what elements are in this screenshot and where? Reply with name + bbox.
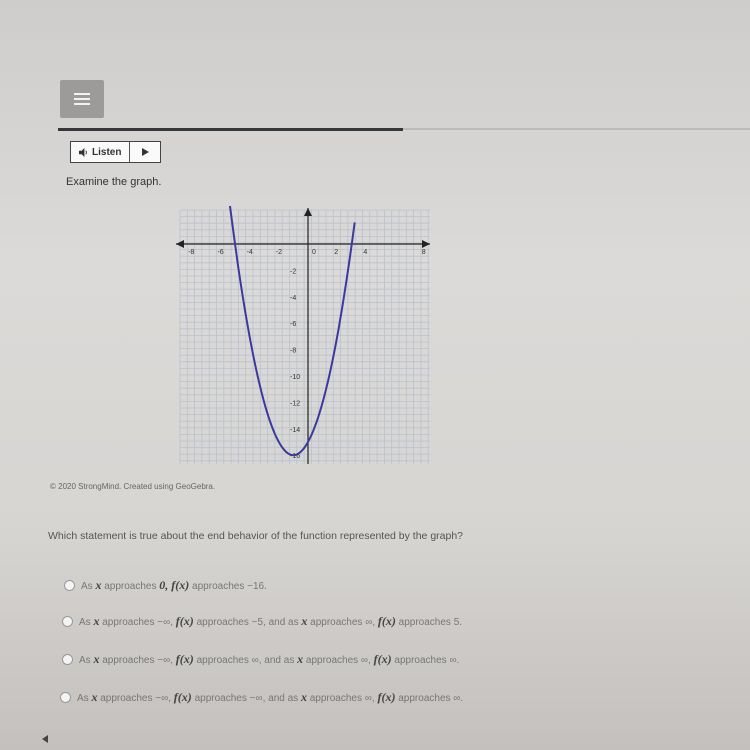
radio-button[interactable] bbox=[64, 580, 75, 591]
y-tick-label: -12 bbox=[290, 400, 301, 408]
y-tick-label: -8 bbox=[290, 347, 297, 355]
y-tick-label: -2 bbox=[290, 268, 297, 276]
answer-option[interactable] bbox=[62, 652, 459, 667]
listen-button[interactable] bbox=[71, 142, 130, 162]
x-tick-label: -6 bbox=[217, 249, 224, 256]
answer-option-text: As x approaches −∞, f(x) approaches −∞, and as x approaches ∞, f(x) approaches ∞. bbox=[77, 690, 464, 704]
answer-option-text: As x approaches −∞, f(x) approaches ∞, and as x approaches ∞, f(x) approaches ∞. bbox=[79, 652, 460, 666]
radio-button[interactable] bbox=[60, 692, 71, 703]
header-divider bbox=[58, 128, 750, 130]
x-tick-label: -4 bbox=[246, 249, 253, 256]
x-tick-label: 0 bbox=[312, 249, 316, 256]
speaker-icon bbox=[79, 148, 88, 157]
play-button[interactable] bbox=[130, 142, 160, 162]
x-tick-label: 8 bbox=[421, 249, 426, 256]
menu-button[interactable] bbox=[60, 80, 104, 118]
y-tick-label: -4 bbox=[290, 294, 297, 302]
back-arrow-icon[interactable] bbox=[42, 735, 48, 743]
radio-button[interactable] bbox=[62, 654, 73, 665]
radio-button[interactable] bbox=[62, 616, 73, 627]
answer-option[interactable] bbox=[62, 614, 462, 629]
hamburger-icon bbox=[74, 93, 90, 105]
x-tick-label: -2 bbox=[275, 249, 283, 256]
answer-option-text: As x approaches 0, f(x) approaches −16. bbox=[81, 578, 267, 592]
play-icon bbox=[142, 148, 149, 156]
y-tick-label: -10 bbox=[290, 374, 301, 381]
audio-controls bbox=[70, 141, 161, 163]
graph-credit: © 2020 StrongMind. Created using GeoGebra. bbox=[50, 482, 216, 491]
answer-option[interactable] bbox=[64, 578, 267, 593]
y-tick-label: -6 bbox=[290, 321, 297, 329]
y-tick-label: -14 bbox=[290, 426, 301, 434]
x-tick-label: 4 bbox=[363, 249, 368, 256]
answer-option[interactable] bbox=[60, 690, 463, 705]
parabola-graph bbox=[168, 206, 440, 470]
x-tick-label: -8 bbox=[188, 249, 195, 256]
question-text: Which statement is true about the end behavior of the function represented by the graph? bbox=[48, 530, 464, 542]
x-tick-label: 2 bbox=[334, 249, 339, 256]
y-tick-label: -16 bbox=[290, 453, 301, 461]
prompt-text: Examine the graph. bbox=[66, 176, 162, 188]
listen-label: Listen bbox=[92, 146, 122, 158]
answer-option-text: As x approaches −∞, f(x) approaches −5, and as x approaches ∞, f(x) approaches 5. bbox=[79, 614, 463, 628]
